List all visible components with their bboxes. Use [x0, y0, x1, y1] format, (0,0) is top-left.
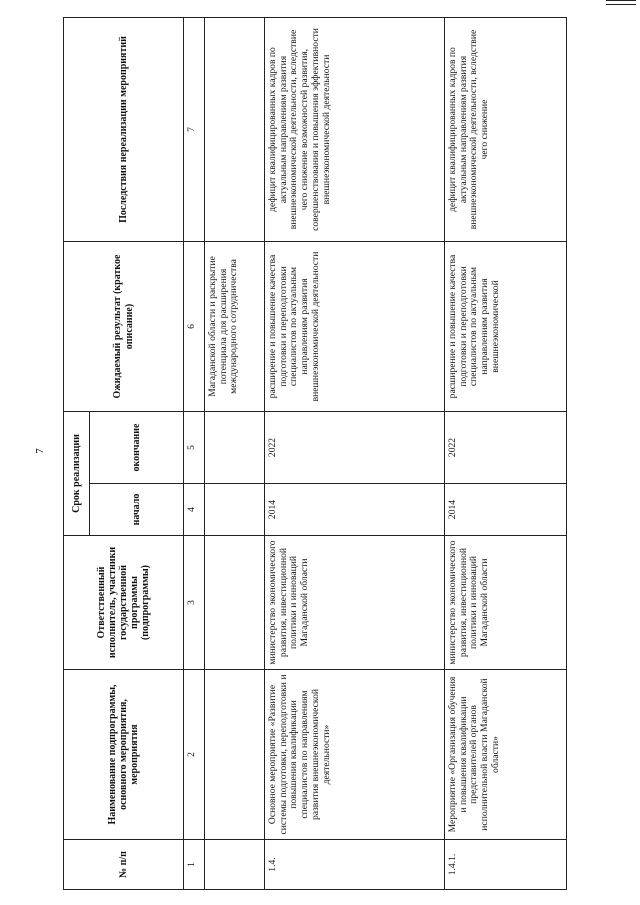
row-responsible: министерство экономического развития, инвестиционной политики и инноваций Магаданской области: [445, 536, 567, 670]
measures-table: [63, 17, 567, 890]
table-row: [445, 18, 567, 890]
page-number: 7: [34, 448, 46, 454]
continuation-result: Магаданской области и раскрытие потенциала для расширения международного сотрудничества: [205, 242, 265, 412]
column-number: 1: [184, 840, 205, 890]
rotated-table-container: [63, 18, 559, 890]
continuation-row: [205, 18, 265, 890]
corner-mark: [606, 0, 636, 5]
column-number: 2: [184, 670, 205, 840]
row-name: Основное мероприятие «Развитие системы подготовки, переподготовки и повышения квалификации специалистов по направлениям развития внешнеэкономической деятельности»: [265, 670, 445, 840]
row-end: 2022: [265, 412, 445, 484]
row-consequences: дефицит квалифицированных кадров по актуальным направлениям развития внешнеэкономической деятельности, вследствие чего снижение возможностей развития, совершенствования и повышения эффективности внешнеэкономической деятельности: [265, 18, 445, 242]
row-result: расширение и повышение качества подготовки и переподготовки специалистов по актуальным направлениям развития внешнеэкономической: [445, 242, 567, 412]
header-period: Срок реализации: [64, 412, 90, 536]
row-responsible: министерство экономического развития, инвестиционной политики и инноваций Магаданской области: [265, 536, 445, 670]
column-number: 4: [184, 484, 205, 536]
row-consequences: дефицит квалифицированных кадров по актуальным направлениям развития внешнеэкономической деятельности, вследствие чего снижение: [445, 18, 567, 242]
row-start: 2014: [445, 484, 567, 536]
header-start: начало: [90, 484, 184, 536]
column-number: 5: [184, 412, 205, 484]
header-responsible: Ответственный исполнитель, участники государственной программы (подпрограммы): [64, 536, 184, 670]
row-name: Мероприятие «Организация обучения и повышения квалификации представителей органов исполнительной власти Магаданской области»: [445, 670, 567, 840]
column-number: 7: [184, 18, 205, 242]
header-end: окончание: [90, 412, 184, 484]
header-consequences: Последствия нереализации мероприятий: [64, 18, 184, 242]
header-num: № п/п: [64, 840, 184, 890]
column-number: 6: [184, 242, 205, 412]
row-num: 1.4.: [265, 840, 445, 890]
column-number-row: [184, 18, 205, 890]
row-start: 2014: [265, 484, 445, 536]
column-number: 3: [184, 536, 205, 670]
row-result: расширение и повышение качества подготовки и переподготовки специалистов по актуальным направлениям развития внешнеэкономической деятельности: [265, 242, 445, 412]
row-end: 2022: [445, 412, 567, 484]
row-num: 1.4.1.: [445, 840, 567, 890]
header-result: Ожидаемый результат (краткое описание): [64, 242, 184, 412]
table-row: [265, 18, 445, 890]
header-name: Наименование подпрограммы, основного мероприятия, мероприятия: [64, 670, 184, 840]
